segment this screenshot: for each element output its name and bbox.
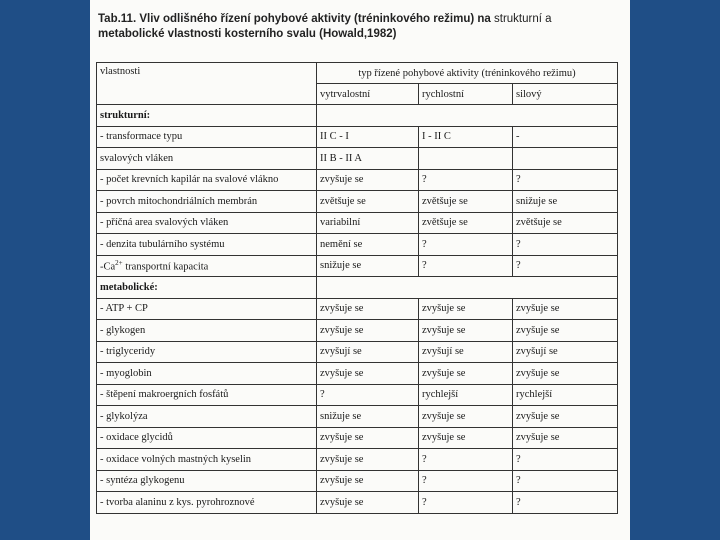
row-value: snižuje se xyxy=(317,406,419,428)
table-row xyxy=(97,169,618,191)
header-row-1 xyxy=(97,63,618,84)
row-value: ? xyxy=(419,470,513,492)
row-value: ? xyxy=(513,492,618,514)
row-value xyxy=(419,148,513,170)
row-value: snižuje se xyxy=(513,191,618,213)
row-value: zvyšuje se xyxy=(419,427,513,449)
row-value: zvyšuje se xyxy=(513,363,618,385)
row-label: - oxidace glycidů xyxy=(97,427,317,449)
row-value: zvyšují se xyxy=(513,341,618,363)
row-value: II B - II A xyxy=(317,148,419,170)
row-label: - oxidace volných mastných kyselin xyxy=(97,449,317,471)
table-row xyxy=(97,406,618,428)
table-row xyxy=(97,212,618,234)
caption-lead: Tab.11. Vliv odlišného řízení pohybové aktivity (tréninkového režimu) na xyxy=(98,13,491,25)
row-value: zvyšuje se xyxy=(317,169,419,191)
row-value: zvyšuje se xyxy=(513,320,618,342)
row-label: - syntéza glykogenu xyxy=(97,470,317,492)
row-value: I - II C xyxy=(419,126,513,148)
table-row xyxy=(97,298,618,320)
row-value: zvětšuje se xyxy=(419,212,513,234)
row-value: ? xyxy=(419,169,513,191)
row-value: snižuje se xyxy=(317,255,419,277)
table-row xyxy=(97,384,618,406)
section-row-structural xyxy=(97,105,618,127)
table-row xyxy=(97,255,618,277)
row-label: - štěpení makroergních fosfátů xyxy=(97,384,317,406)
table-row xyxy=(97,148,618,170)
table-row xyxy=(97,320,618,342)
table-row xyxy=(97,427,618,449)
row-value: II C - I xyxy=(317,126,419,148)
row-value: zvyšuje se xyxy=(317,427,419,449)
column-header: vytrvalostní xyxy=(317,84,419,105)
row-value: zvyšuje se xyxy=(317,492,419,514)
row-value: - xyxy=(513,126,618,148)
row-value: zvyšuje se xyxy=(317,363,419,385)
row-value: zvyšují se xyxy=(317,341,419,363)
row-label: - glykogen xyxy=(97,320,317,342)
column-header: silový xyxy=(513,84,618,105)
section-label: metabolické: xyxy=(97,277,317,299)
row-value: zvětšuje se xyxy=(317,191,419,213)
row-value: ? xyxy=(513,470,618,492)
row-value: zvyšují se xyxy=(419,341,513,363)
row-label: - denzita tubulárního systému xyxy=(97,234,317,256)
row-value: ? xyxy=(317,384,419,406)
row-value: ? xyxy=(513,255,618,277)
row-label: - glykolýza xyxy=(97,406,317,428)
header-left: vlastnosti xyxy=(97,63,317,105)
row-label: - ATP + CP xyxy=(97,298,317,320)
row-label: - triglyceridy xyxy=(97,341,317,363)
row-value: zvyšuje se xyxy=(419,320,513,342)
row-label: - tvorba alaninu z kys. pyrohroznové xyxy=(97,492,317,514)
row-value: nemění se xyxy=(317,234,419,256)
row-value: ? xyxy=(419,492,513,514)
table-row xyxy=(97,126,618,148)
row-label: - počet krevních kapilár na svalové vlákno xyxy=(97,169,317,191)
table-row xyxy=(97,470,618,492)
muscle-properties-table xyxy=(96,62,618,514)
row-label: - povrch mitochondriálních membrán xyxy=(97,191,317,213)
table-row xyxy=(97,492,618,514)
row-value: ? xyxy=(419,255,513,277)
header-group: typ řízené pohybové aktivity (tréninkového režimu) xyxy=(317,63,618,84)
caption-line2: metabolické vlastnosti kosterního svalu (Howald,1982) xyxy=(98,28,397,40)
row-value: zvyšuje se xyxy=(317,449,419,471)
row-label: - příčná area svalových vláken xyxy=(97,212,317,234)
section-row-metabolic xyxy=(97,277,618,299)
row-value: zvyšuje se xyxy=(317,298,419,320)
document-page xyxy=(90,0,630,540)
row-value: zvyšuje se xyxy=(419,298,513,320)
row-value: ? xyxy=(513,449,618,471)
row-value: ? xyxy=(513,169,618,191)
row-value: rychlejší xyxy=(419,384,513,406)
ca-rest: transportní kapacita xyxy=(122,261,209,273)
row-value: zvyšuje se xyxy=(513,406,618,428)
row-label: svalových vláken xyxy=(97,148,317,170)
row-value: zvyšuje se xyxy=(419,363,513,385)
table-caption xyxy=(98,12,622,42)
row-value: zvyšuje se xyxy=(513,427,618,449)
row-value: ? xyxy=(419,449,513,471)
column-header: rychlostní xyxy=(419,84,513,105)
table-row xyxy=(97,363,618,385)
row-label: - transformace typu xyxy=(97,126,317,148)
table-row xyxy=(97,341,618,363)
row-value: zvětšuje se xyxy=(419,191,513,213)
section-label: strukturní: xyxy=(97,105,317,127)
row-value: rychlejší xyxy=(513,384,618,406)
row-value: variabilní xyxy=(317,212,419,234)
ca-prefix: -Ca xyxy=(100,261,116,273)
row-value xyxy=(513,148,618,170)
ca-superscript: 2+ xyxy=(115,259,123,267)
row-value: zvyšuje se xyxy=(419,406,513,428)
caption-tail: strukturní a xyxy=(494,13,552,25)
row-value: zvyšuje se xyxy=(317,470,419,492)
table-row xyxy=(97,234,618,256)
row-value: zvyšuje se xyxy=(317,320,419,342)
row-value: ? xyxy=(419,234,513,256)
row-label xyxy=(97,255,317,277)
row-value: zvyšuje se xyxy=(513,298,618,320)
row-value: zvětšuje se xyxy=(513,212,618,234)
row-label: - myoglobin xyxy=(97,363,317,385)
table-row xyxy=(97,191,618,213)
row-value: ? xyxy=(513,234,618,256)
table-row xyxy=(97,449,618,471)
